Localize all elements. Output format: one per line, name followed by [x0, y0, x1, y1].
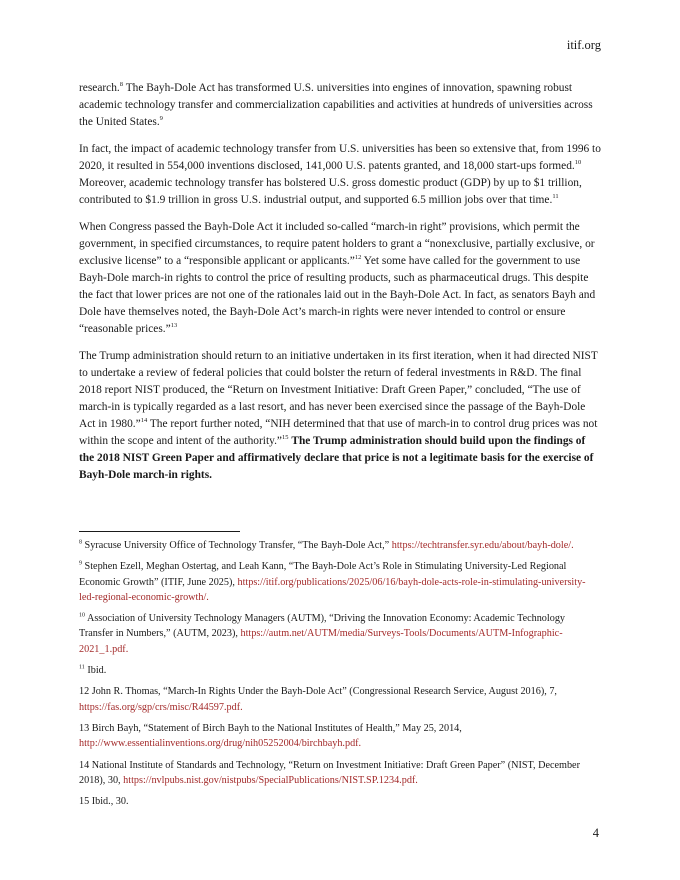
text-run: In fact, the impact of academic technology transfer from U.S. universities has been so extensive that, from 1996 to 2020, it resulted in 554,000 inventions disclosed, 141,000 U.S. patents granted, and 18,000 start-ups formed. — [79, 143, 601, 172]
footnote-reference: 9 — [159, 115, 163, 123]
footnote-reference: 11 — [552, 193, 559, 201]
text-run: Yet some have called for the government to use Bayh-Dole march-in rights to control the price of resulting products, such as pharmaceutical drugs. This despite the fact that lower prices are not one of the rationales laid out in the Bayh-Dole Act. In fact, as senators Bayh and Dole have themselves noted, the Bayh-Dole Act’s march-in rights were never intended to control or ensure “reasonable prices.” — [79, 255, 596, 335]
footnote-reference: 12 — [354, 254, 362, 262]
body-text — [79, 80, 601, 494]
text-run: research. — [79, 82, 120, 94]
footnotes — [79, 538, 601, 815]
text-run: The Trump administration should return to an initiative undertaken in its first iteration, when it had directed NIST to undertake a review of federal policies that could bolster the return of federal investments in R&D. The final 2018 report NIST produced, the “Return on Investment Initiative: Draft Green Paper,” concluded, “The use of march-in is typically regarded as a last resort, and has never been exercised since the passage of the Bayh-Dole Act in 1980.” — [79, 350, 598, 430]
text-run: The report further noted, “NIH determined that that use of march-in to control drug prices was not within the scope and intent of the authority.” — [79, 418, 598, 447]
text-run: When Congress passed the Bayh-Dole Act it included so-called “march-in right” provisions, which permit the government, in specified circumstances, to require patent holders to grant a “nonexclusive, partially exclusive, or exclusive license” to a “responsible applicant or applicants.” — [79, 221, 595, 267]
citation-link[interactable]: https://techtransfer.syr.edu/about/bayh-dole/. — [391, 540, 574, 551]
text-run: 13 Birch Bayh, “Statement of Birch Bayh to the National Institutes of Health,” May 25, 2014, — [79, 722, 462, 734]
footnote — [79, 721, 601, 752]
footnote — [79, 794, 601, 809]
running-header: itif.org — [566, 38, 601, 52]
footnote-reference: 10 — [574, 159, 582, 167]
footnote-reference: 8 — [119, 81, 124, 89]
footnote-divider — [79, 531, 240, 532]
citation-link[interactable]: https://nvlpubs.nist.gov/nistpubs/SpecialPublications/NIST.SP.1234.pdf. — [123, 774, 418, 786]
footnote — [79, 663, 601, 678]
footnote-reference: 11 — [79, 664, 85, 671]
bold-recommendation: The Trump administration should build upon the findings of the 2018 NIST Green Paper and affirmatively declare that price is not a legitimate basis for the exercise of Bayh-Dole march-in rights. — [79, 435, 594, 481]
paragraph — [79, 348, 601, 484]
text-run: 12 John R. Thomas, “March-In Rights Under the Bayh-Dole Act” (Congressional Research Service, August 2016), 7, — [79, 686, 557, 698]
paragraph — [79, 219, 601, 338]
paragraph — [79, 80, 601, 131]
text-run: Association of University Technology Managers (AUTM), “Driving the Innovation Economy: Academic Technology Transfer in Numbers,” (AUTM, 2023), — [79, 613, 566, 640]
text-run: 14 National Institute of Standards and Technology, “Return on Investment Initiative: Draft Green Paper” (NIST, December 2018), 30, — [79, 759, 580, 786]
citation-link[interactable]: https://fas.org/sgp/crs/misc/R44597.pdf. — [79, 701, 243, 713]
citation-link[interactable]: http://www.essentialinventions.org/drug/nih05252004/birchbayh.pdf. — [79, 738, 362, 750]
citation-link[interactable]: https://autm.net/AUTM/media/Surveys-Tools/Documents/AUTM-Infographic-2021_1.pdf. — [79, 628, 563, 655]
footnote — [79, 758, 601, 789]
footnote-reference: 14 — [140, 417, 148, 425]
text-run: Stephen Ezell, Meghan Ostertag, and Leah Kann, “The Bayh-Dole Act’s Role in Stimulating University-Led Regional Economic Growth” (ITIF, June 2025), — [79, 561, 567, 588]
citation-link[interactable]: https://itif.org/publications/2025/06/16/bayh-dole-acts-role-in-stimulating-university-led-regional-economic-growth/. — [79, 576, 586, 603]
text-run: Syracuse University Office of Technology Transfer, “The Bayh-Dole Act,” — [82, 540, 392, 551]
footnote-reference: 15 — [281, 434, 289, 442]
page-number: 4 — [592, 826, 599, 840]
text-run: 15 Ibid., 30. — [79, 796, 129, 808]
footnote-reference: 10 — [79, 612, 85, 619]
text-run: The Bayh-Dole Act has transformed U.S. universities into engines of innovation, spawning robust academic technology transfer and commercialization capabilities and activities at hundreds of universities across the United States. — [79, 82, 593, 128]
footnote — [79, 538, 601, 553]
footnote — [79, 559, 601, 605]
text-run: Moreover, academic technology transfer has bolstered U.S. gross domestic product (GDP) by up to $1 trillion, contributed to $1.9 trillion in gross U.S. industrial output, and supported 6.5 million jobs over that time. — [79, 177, 582, 206]
paragraph — [79, 141, 601, 209]
footnote-reference: 13 — [170, 322, 178, 330]
footnote-reference: 9 — [79, 560, 82, 567]
text-run: Ibid. — [84, 665, 107, 677]
footnote — [79, 611, 601, 657]
footnote-reference: 8 — [79, 539, 82, 546]
footnote — [79, 684, 601, 715]
